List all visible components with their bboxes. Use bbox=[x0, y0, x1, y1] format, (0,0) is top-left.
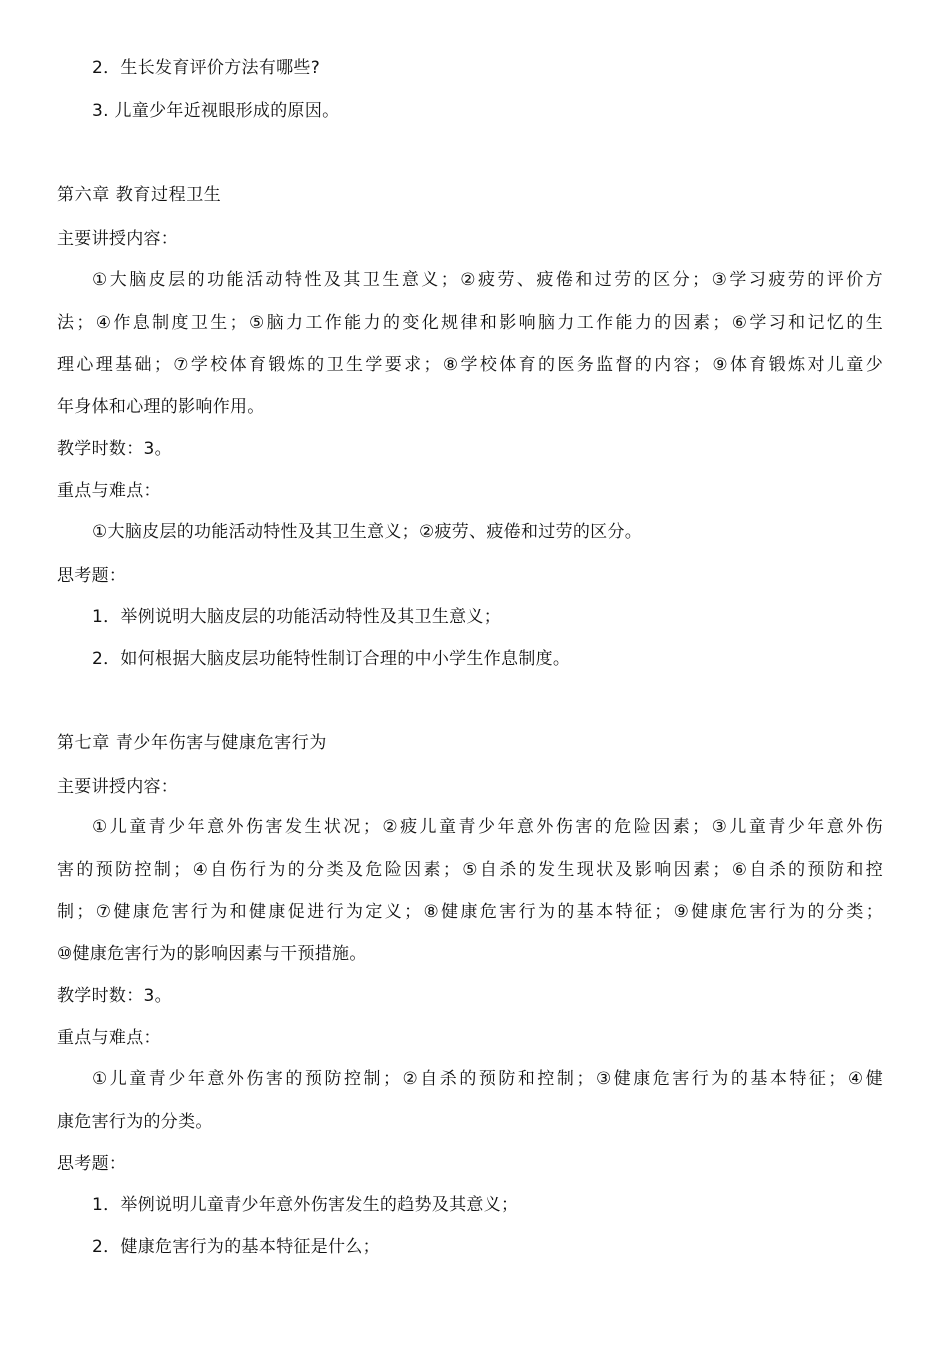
ch6-content-line-2: 法；④作息制度卫生；⑤脑力工作能力的变化规律和影响脑力工作能力的因素；⑥学习和记忆的生 bbox=[57, 313, 883, 333]
ch6-title: 第六章 教育过程卫生 bbox=[57, 185, 222, 205]
ch6-content-line-1: ①大脑皮层的功能活动特性及其卫生意义；②疲劳、疲倦和过劳的区分；③学习疲劳的评价方 bbox=[92, 270, 883, 290]
ch6-content-line-4: 年身体和心理的影响作用。 bbox=[57, 397, 265, 417]
ch7-content-line-1: ①儿童青少年意外伤害发生状况；②疲儿童青少年意外伤害的危险因素；③儿童青少年意外伤 bbox=[92, 817, 883, 837]
ch6-question-2: 2．如何根据大脑皮层功能特性制订合理的中小学生作息制度。 bbox=[92, 649, 571, 669]
ch7-content-line-2: 害的预防控制；④自伤行为的分类及危险因素；⑤自杀的发生现状及影响因素；⑥自杀的预防和控 bbox=[57, 860, 883, 880]
ch6-content-label: 主要讲授内容： bbox=[57, 229, 179, 249]
ch7-teaching-hours: 教学时数：3。 bbox=[57, 986, 172, 1006]
ch7-key-line-2: 康危害行为的分类。 bbox=[57, 1112, 213, 1132]
ch7-questions-label: 思考题： bbox=[57, 1154, 127, 1174]
ch6-question-1: 1．举例说明大脑皮层的功能活动特性及其卫生意义； bbox=[92, 607, 502, 627]
ch7-key-label: 重点与难点： bbox=[57, 1028, 161, 1048]
ch7-content-label: 主要讲授内容： bbox=[57, 777, 179, 797]
ch6-key-label: 重点与难点： bbox=[57, 481, 161, 501]
ch7-question-2: 2．健康危害行为的基本特征是什么； bbox=[92, 1237, 380, 1257]
ch6-questions-label: 思考题： bbox=[57, 566, 127, 586]
ch7-content-line-4: ⑩健康危害行为的影响因素与干预措施。 bbox=[57, 944, 367, 964]
ch7-key-line-1: ①儿童青少年意外伤害的预防控制；②自杀的预防和控制；③健康危害行为的基本特征；④健 bbox=[92, 1069, 883, 1089]
ch6-key-line-1: ①大脑皮层的功能活动特性及其卫生意义；②疲劳、疲倦和过劳的区分。 bbox=[92, 522, 643, 542]
ch5-question-2: 2．生长发育评价方法有哪些? bbox=[92, 58, 321, 78]
ch7-question-1: 1．举例说明儿童青少年意外伤害发生的趋势及其意义； bbox=[92, 1195, 519, 1215]
ch6-content-line-3: 理心理基础；⑦学校体育锻炼的卫生学要求；⑧学校体育的医务监督的内容；⑨体育锻炼对儿童少 bbox=[57, 355, 883, 375]
ch5-question-3: 3. 儿童少年近视眼形成的原因。 bbox=[92, 101, 340, 121]
ch7-title: 第七章 青少年伤害与健康危害行为 bbox=[57, 733, 328, 753]
ch7-content-line-3: 制；⑦健康危害行为和健康促进行为定义；⑧健康危害行为的基本特征；⑨健康危害行为的分类； bbox=[57, 902, 883, 922]
ch6-teaching-hours: 教学时数：3。 bbox=[57, 439, 172, 459]
